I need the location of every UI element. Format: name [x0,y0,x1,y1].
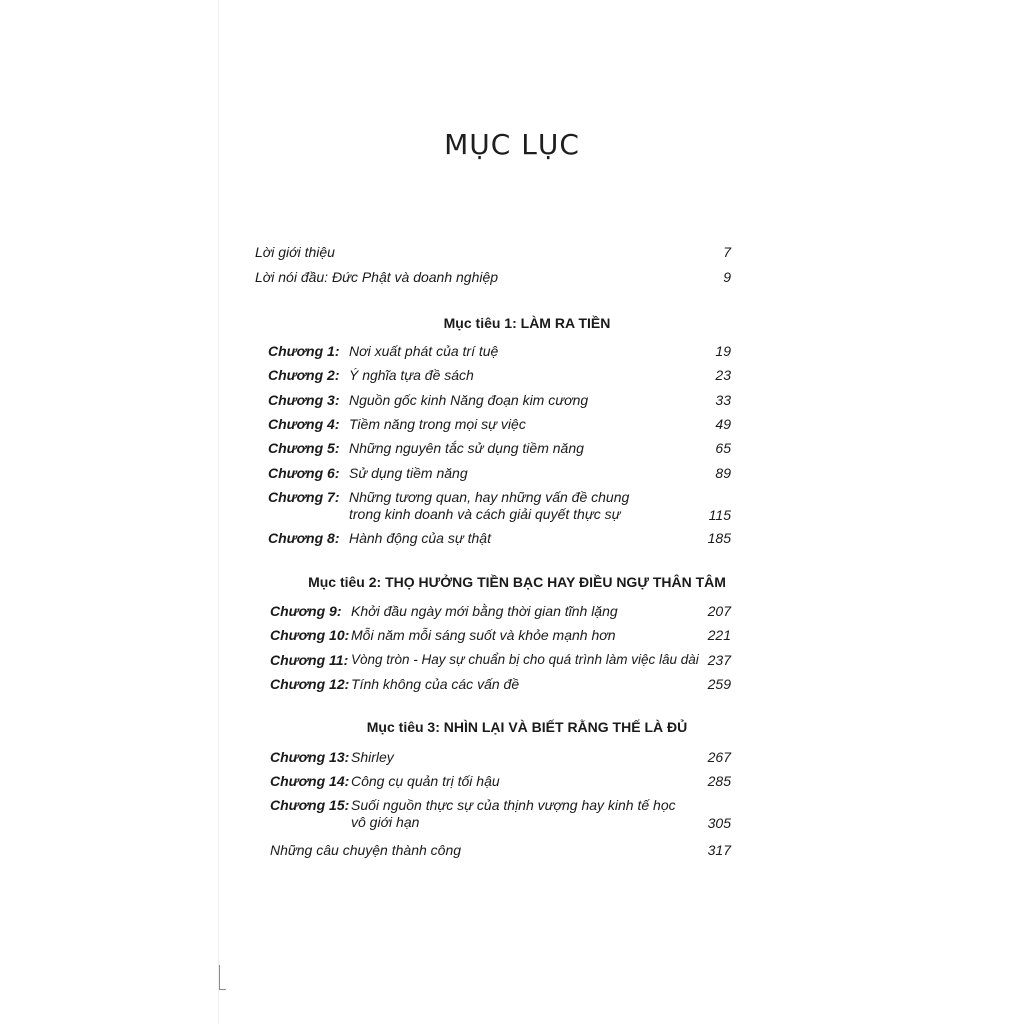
chapter-page: 267 [707,749,731,765]
chapter-page: 221 [707,627,731,643]
chapter-page: 185 [707,530,731,546]
chapter-title: Nguồn gốc kinh Năng đoạn kim cương [349,392,589,408]
toc-entry-chapter [0,651,1024,673]
toc-entry-chapter [0,488,1024,528]
chapter-title: Nơi xuất phát của trí tuệ [349,343,499,359]
chapter-label: Chương 13: [270,749,350,765]
chapter-label: Chương 8: [268,530,340,546]
toc-entry-chapter [0,415,1024,437]
chapter-page: 115 [708,507,731,523]
entry-page: 317 [707,842,731,858]
toc-entry-chapter [0,366,1024,388]
chapter-title: Mỗi năm mỗi sáng suốt và khỏe mạnh hơn [351,627,616,643]
chapter-page: 259 [707,676,731,692]
chapter-page: 305 [707,815,731,831]
entry-title: Những câu chuyện thành công [270,842,462,858]
toc-entry-chapter [0,796,1024,836]
toc-entry-success-stories [0,841,1024,863]
toc-entry-preface [0,268,1024,290]
chapter-page: 65 [715,440,731,456]
chapter-label: Chương 15: [270,797,350,813]
chapter-label: Chương 5: [268,440,340,456]
chapter-page: 23 [715,367,731,383]
chapter-title: Tiềm năng trong mọi sự việc [349,416,526,432]
chapter-page: 207 [707,603,731,619]
chapter-label: Chương 12: [270,676,350,692]
chapter-label: Chương 3: [268,392,340,408]
section-heading: Mục tiêu 1: LÀM RA TIỀN [443,315,611,331]
chapter-label: Chương 7: [268,489,340,505]
chapter-label: Chương 10: [270,627,350,643]
chapter-title: Tính không của các vấn đề [351,676,520,692]
chapter-title: Những tương quan, hay những vấn đề chung [349,489,630,505]
chapter-title: Ý nghĩa tựa đề sách [349,367,474,383]
section-heading: Mục tiêu 3: NHÌN LẠI VÀ BIẾT RẰNG THẾ LÀ ĐỦ [366,719,688,735]
chapter-label: Chương 4: [268,416,340,432]
chapter-title-continued: vô giới hạn [351,814,420,830]
chapter-title: Suối nguồn thực sự của thịnh vượng hay kinh tế học [351,797,676,813]
toc-entry-chapter [0,772,1024,794]
chapter-page: 19 [715,343,731,359]
chapter-title: Vòng tròn - Hay sự chuẩn bị cho quá trình làm việc lâu dài [351,652,699,667]
chapter-label: Chương 11: [270,652,349,668]
chapter-label: Chương 6: [268,465,340,481]
toc-entry-chapter [0,675,1024,697]
chapter-title: Những nguyên tắc sử dụng tiềm năng [349,440,584,456]
toc-entry-chapter [0,342,1024,364]
crop-mark [219,965,226,990]
toc-entry-chapter [0,626,1024,648]
chapter-title: Shirley [351,749,394,765]
entry-page: 9 [723,269,731,285]
toc-entry-chapter [0,464,1024,486]
toc-entry-chapter [0,529,1024,551]
toc-entry-intro [0,243,1024,265]
entry-page: 7 [723,244,731,260]
chapter-page: 237 [707,652,731,668]
chapter-title: Công cụ quản trị tối hậu [351,773,500,789]
page-title: MỤC LỤC [444,128,580,161]
entry-title: Lời giới thiệu [255,244,335,260]
toc-entry-chapter [0,748,1024,770]
toc-entry-chapter [0,439,1024,461]
chapter-title-continued: trong kinh doanh và cách giải quyết thực sự [349,506,621,522]
chapter-page: 285 [707,773,731,789]
chapter-label: Chương 1: [268,343,340,359]
chapter-label: Chương 2: [268,367,340,383]
chapter-page: 33 [715,392,731,408]
chapter-title: Khởi đầu ngày mới bằng thời gian tĩnh lặng [351,603,618,619]
chapter-page: 49 [715,416,731,432]
toc-entry-chapter [0,602,1024,624]
chapter-page: 89 [715,465,731,481]
chapter-title: Sử dụng tiềm năng [349,465,468,481]
entry-title: Lời nói đầu: Đức Phật và doanh nghiệp [255,269,499,285]
section-heading: Mục tiêu 2: THỌ HƯỞNG TIỀN BẠC HAY ĐIỀU NGỰ THÂN TÂM [308,574,726,590]
chapter-label: Chương 14: [270,773,350,789]
chapter-label: Chương 9: [270,603,342,619]
toc-entry-chapter [0,391,1024,413]
chapter-title: Hành động của sự thật [349,530,491,546]
